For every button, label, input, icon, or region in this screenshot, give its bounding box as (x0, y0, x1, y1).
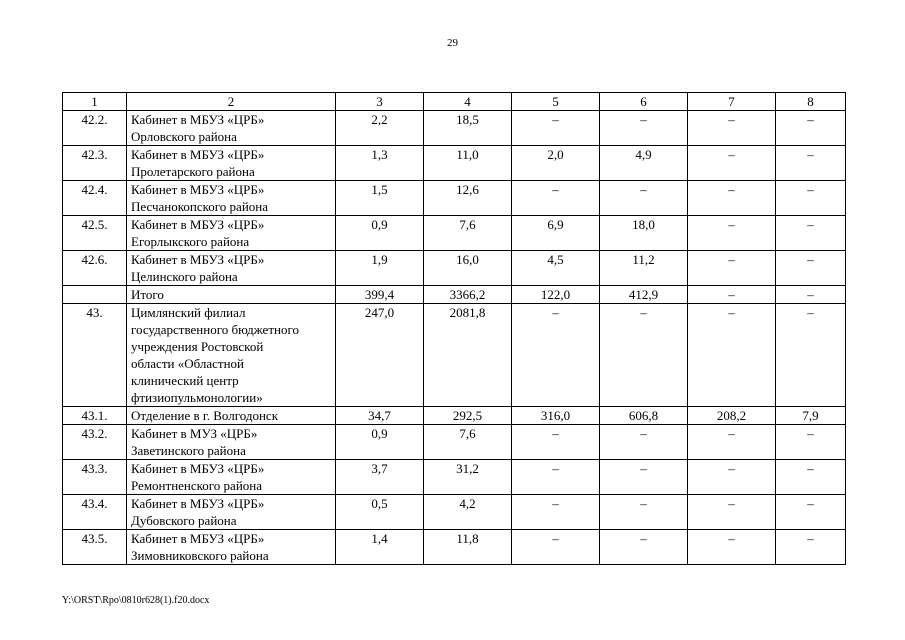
col5-cell: 2,0 (512, 146, 600, 181)
header-cell: 5 (512, 93, 600, 111)
table-row (63, 146, 846, 181)
col8-cell: – (776, 111, 846, 146)
col8-cell: – (776, 460, 846, 495)
row-number-cell: 42.6. (63, 251, 127, 286)
col7-cell: – (688, 111, 776, 146)
col6-cell: – (600, 181, 688, 216)
col5-cell: – (512, 530, 600, 565)
col4-cell: 7,6 (424, 425, 512, 460)
col3-cell: 2,2 (336, 111, 424, 146)
row-name-cell: Кабинет в МБУЗ «ЦРБ» Песчанокопского района (127, 181, 336, 216)
table-row (63, 425, 846, 460)
row-name-cell: Кабинет в МБУЗ «ЦРБ» Зимовниковского района (127, 530, 336, 565)
col5-cell: – (512, 425, 600, 460)
col3-cell: 1,3 (336, 146, 424, 181)
col4-cell: 31,2 (424, 460, 512, 495)
row-name-cell: Цимлянский филиал государственного бюджетного учреждения Ростовской области «Областной клинический центр фтизиопульмонологии» (127, 304, 336, 407)
row-name-cell: Итого (127, 286, 336, 304)
col8-cell: – (776, 146, 846, 181)
row-name-cell: Кабинет в МУЗ «ЦРБ» Заветинского района (127, 425, 336, 460)
col7-cell: – (688, 460, 776, 495)
row-number-cell: 43.4. (63, 495, 127, 530)
row-name-cell: Кабинет в МБУЗ «ЦРБ» Дубовского района (127, 495, 336, 530)
col6-cell: – (600, 304, 688, 407)
col7-cell: – (688, 425, 776, 460)
col8-cell: – (776, 425, 846, 460)
row-number-cell: 42.3. (63, 146, 127, 181)
col3-cell: 0,9 (336, 425, 424, 460)
col4-cell: 292,5 (424, 407, 512, 425)
col5-cell: – (512, 181, 600, 216)
col4-cell: 18,5 (424, 111, 512, 146)
col7-cell: 208,2 (688, 407, 776, 425)
col6-cell: – (600, 530, 688, 565)
col7-cell: – (688, 530, 776, 565)
row-number-cell: 42.2. (63, 111, 127, 146)
col3-cell: 0,9 (336, 216, 424, 251)
data-table (62, 92, 846, 565)
table-row (63, 216, 846, 251)
col6-cell: 4,9 (600, 146, 688, 181)
col3-cell: 3,7 (336, 460, 424, 495)
col8-cell: – (776, 304, 846, 407)
row-number-cell (63, 286, 127, 304)
col8-cell: – (776, 251, 846, 286)
col5-cell: 6,9 (512, 216, 600, 251)
col3-cell: 1,9 (336, 251, 424, 286)
col6-cell: – (600, 425, 688, 460)
row-name-cell: Кабинет в МБУЗ «ЦРБ» Ремонтненского района (127, 460, 336, 495)
col5-cell: 122,0 (512, 286, 600, 304)
row-name-cell: Отделение в г. Волгодонск (127, 407, 336, 425)
col8-cell: – (776, 495, 846, 530)
col3-cell: 399,4 (336, 286, 424, 304)
col6-cell: 412,9 (600, 286, 688, 304)
col3-cell: 0,5 (336, 495, 424, 530)
row-name-cell: Кабинет в МБУЗ «ЦРБ» Пролетарского района (127, 146, 336, 181)
col8-cell: – (776, 530, 846, 565)
header-cell: 8 (776, 93, 846, 111)
col4-cell: 16,0 (424, 251, 512, 286)
row-number-cell: 42.5. (63, 216, 127, 251)
col4-cell: 3366,2 (424, 286, 512, 304)
row-number-cell: 43.3. (63, 460, 127, 495)
table-row (63, 407, 846, 425)
row-name-cell: Кабинет в МБУЗ «ЦРБ» Целинского района (127, 251, 336, 286)
header-cell: 3 (336, 93, 424, 111)
col8-cell: – (776, 216, 846, 251)
col6-cell: – (600, 460, 688, 495)
col3-cell: 247,0 (336, 304, 424, 407)
col8-cell: – (776, 286, 846, 304)
row-name-cell: Кабинет в МБУЗ «ЦРБ» Орловского района (127, 111, 336, 146)
col4-cell: 11,8 (424, 530, 512, 565)
table-header-row (63, 93, 846, 111)
col5-cell: – (512, 111, 600, 146)
table-row (63, 111, 846, 146)
col6-cell: 606,8 (600, 407, 688, 425)
row-number-cell: 42.4. (63, 181, 127, 216)
col7-cell: – (688, 181, 776, 216)
table-row (63, 530, 846, 565)
row-number-cell: 43.2. (63, 425, 127, 460)
col7-cell: – (688, 495, 776, 530)
table-body (63, 93, 846, 565)
col6-cell: – (600, 495, 688, 530)
header-cell: 1 (63, 93, 127, 111)
col4-cell: 11,0 (424, 146, 512, 181)
col7-cell: – (688, 251, 776, 286)
header-cell: 2 (127, 93, 336, 111)
row-number-cell: 43.5. (63, 530, 127, 565)
table-row (63, 181, 846, 216)
col4-cell: 12,6 (424, 181, 512, 216)
col7-cell: – (688, 304, 776, 407)
col6-cell: – (600, 111, 688, 146)
header-cell: 4 (424, 93, 512, 111)
col3-cell: 1,5 (336, 181, 424, 216)
col5-cell: – (512, 495, 600, 530)
col8-cell: – (776, 181, 846, 216)
col5-cell: 4,5 (512, 251, 600, 286)
table-row (63, 304, 846, 407)
col7-cell: – (688, 286, 776, 304)
col5-cell: – (512, 460, 600, 495)
col5-cell: 316,0 (512, 407, 600, 425)
header-cell: 6 (600, 93, 688, 111)
row-name-cell: Кабинет в МБУЗ «ЦРБ» Егорлыкского района (127, 216, 336, 251)
footer-file-path: Y:\ORST\Rpo\0810r628(1).f20.docx (62, 595, 210, 606)
col3-cell: 1,4 (336, 530, 424, 565)
col4-cell: 4,2 (424, 495, 512, 530)
col7-cell: – (688, 146, 776, 181)
col6-cell: 18,0 (600, 216, 688, 251)
col8-cell: 7,9 (776, 407, 846, 425)
header-cell: 7 (688, 93, 776, 111)
row-number-cell: 43.1. (63, 407, 127, 425)
col5-cell: – (512, 304, 600, 407)
table-row (63, 460, 846, 495)
col4-cell: 7,6 (424, 216, 512, 251)
col4-cell: 2081,8 (424, 304, 512, 407)
table-row (63, 286, 846, 304)
table-row (63, 251, 846, 286)
table-row (63, 495, 846, 530)
page-number: 29 (447, 37, 458, 49)
col7-cell: – (688, 216, 776, 251)
row-number-cell: 43. (63, 304, 127, 407)
col3-cell: 34,7 (336, 407, 424, 425)
col6-cell: 11,2 (600, 251, 688, 286)
